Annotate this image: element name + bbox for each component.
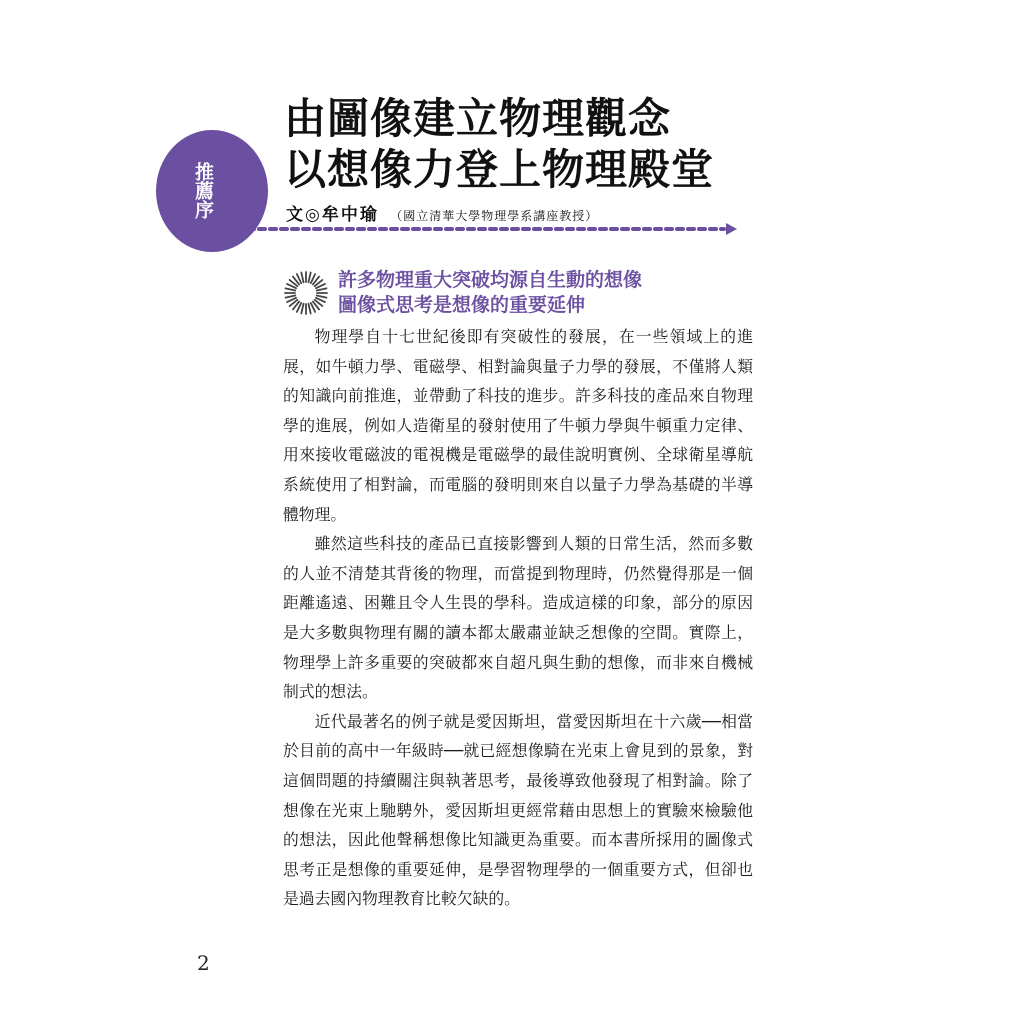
byline [286, 200, 598, 225]
body-text [283, 322, 753, 914]
page-number: 2 [197, 951, 210, 975]
dotted-divider [246, 223, 726, 235]
section-tab-label: 推薦序 [192, 162, 214, 219]
paragraph-3: 近代最著名的例子就是愛因斯坦，當愛因斯坦在十六歲──相當於目前的高中一年級時──就已經想像騎在光束上會見到的景象，對這個問題的持續關注與執著思考，最後導致他發現了相對論。除了想像在光束上馳騁外，愛因斯坦更經常藉由思想上的實驗來檢驗他的想法，因此他聲稱想像比知識更為重要。而本書所採用的圖像式思考正是想像的重要延伸，是學習物理學的一個重要方式，但卻也是過去國內物理教育比較欠缺的。 [283, 711, 753, 909]
section-heading-line-2: 圖像式思考是想像的重要延伸 [338, 294, 586, 316]
divider-arrow-icon [726, 222, 738, 236]
byline-author: 文◎牟中瑜 [286, 205, 379, 225]
byline-affiliation: （國立清華大學物理學系講座教授） [390, 209, 599, 223]
title-line-2: 以想像力登上物理殿堂 [284, 145, 715, 194]
section-heading-line-1: 許多物理重大突破均源自生動的想像 [338, 269, 643, 291]
title-line-1: 由圖像建立物理觀念 [284, 94, 672, 143]
paragraph-2: 雖然這些科技的產品已直接影響到人類的日常生活，然而多數的人並不清楚其背後的物理，而當提到物理時，仍然覺得那是一個距離遙遠、困難且令人生畏的學科。造成這樣的印象，部分的原因是大多數與物理有關的讀本都太嚴肅並缺乏想像的空間。實際上，物理學上許多重要的突破都來自超凡與生動的想像，而非來自機械制式的想法。 [283, 534, 753, 702]
paragraph-1: 物理學自十七世紀後即有突破性的發展，在一些領域上的進展，如牛頓力學、電磁學、相對論與量子力學的發展，不僅將人類的知識向前推進，並帶動了科技的進步。許多科技的產品來自物理學的進展，例如人造衛星的發射使用了牛頓力學與牛頓重力定律、用來接收電磁波的電視機是電磁學的最佳說明實例、全球衛星導航系統使用了相對論，而電腦的發明則來自以量子力學為基礎的半導體物理。 [283, 327, 753, 524]
sunburst-icon [283, 270, 329, 316]
